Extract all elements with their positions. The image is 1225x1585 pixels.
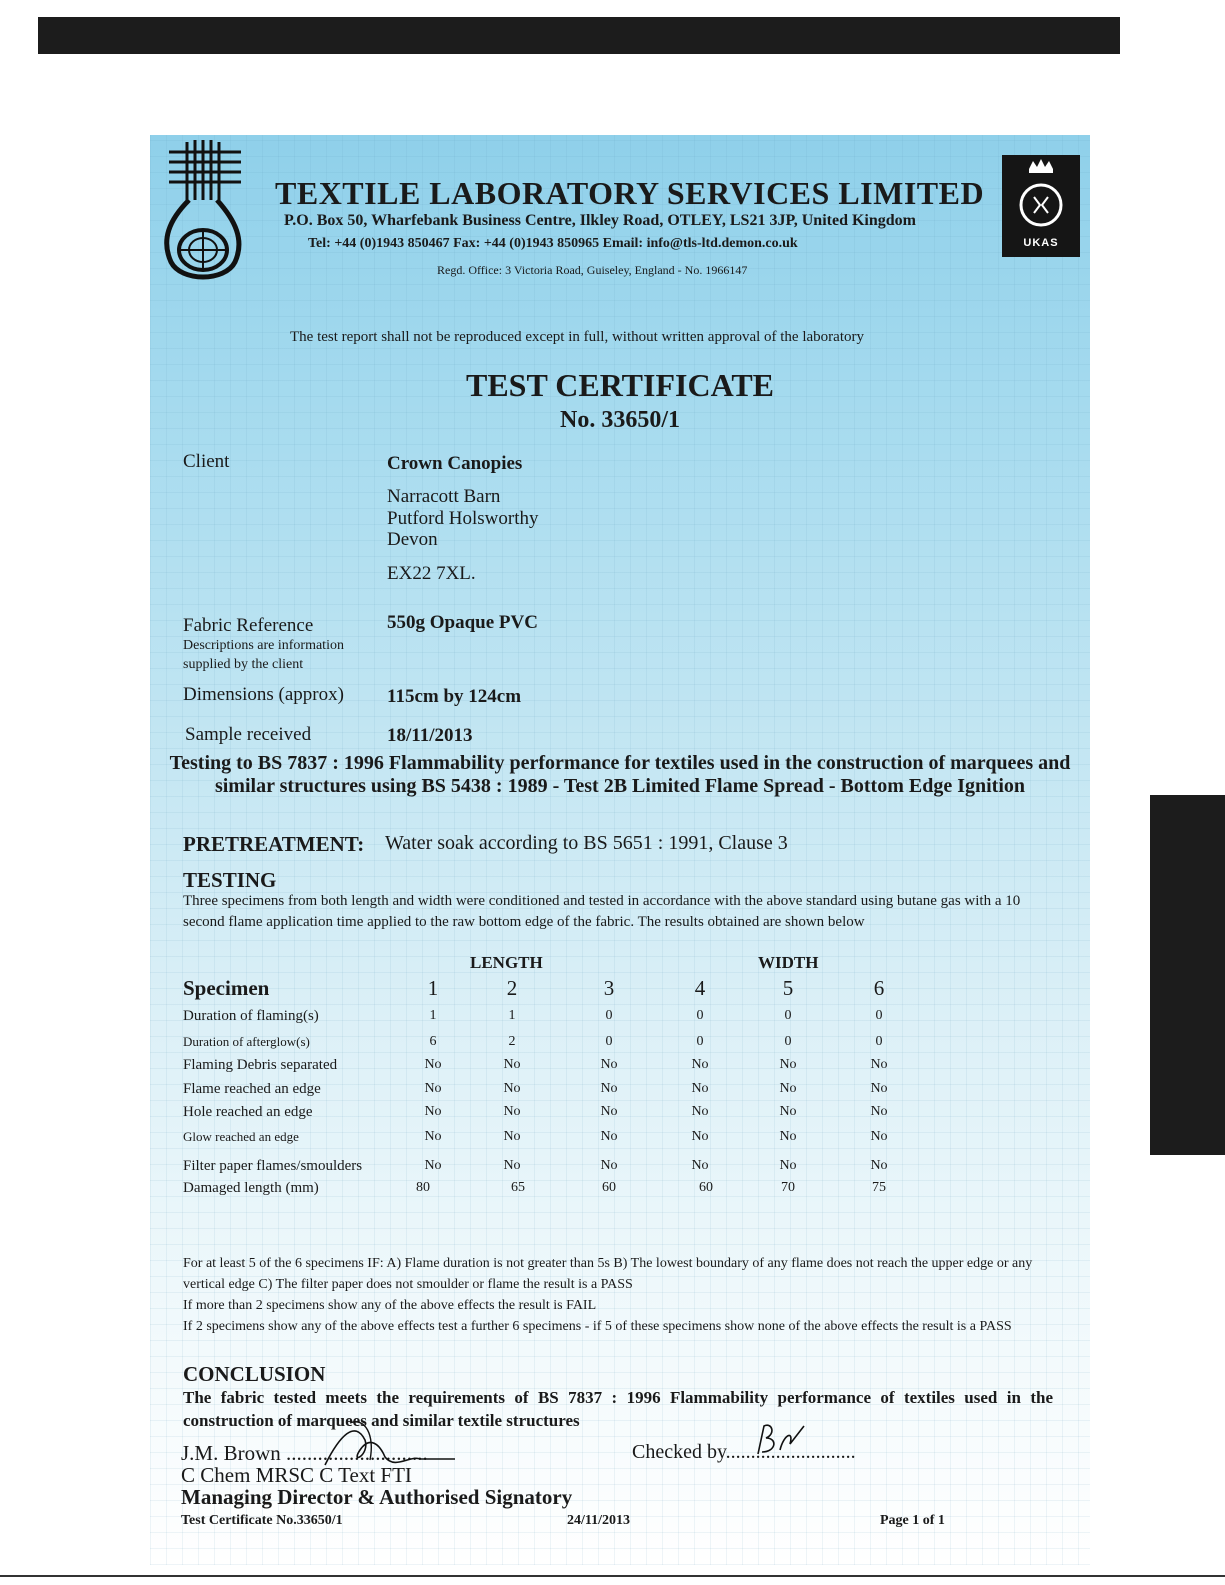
result-cell: 65	[511, 1180, 525, 1195]
client-address-line: Narracott Barn	[387, 486, 501, 507]
result-cell: No	[503, 1158, 521, 1173]
specimen-label: Specimen	[183, 976, 270, 1000]
bottom-rule	[0, 1575, 1225, 1577]
result-cell: No	[870, 1104, 888, 1119]
conclusion-heading: CONCLUSION	[183, 1362, 326, 1386]
result-cell: 1	[429, 1008, 437, 1023]
fail-criteria: If more than 2 specimens show any of the above effects the result is FAIL	[183, 1298, 597, 1313]
ukas-label: UKAS	[1023, 237, 1059, 249]
result-cell: No	[779, 1104, 797, 1119]
result-cell: No	[503, 1129, 521, 1144]
company-contact: Tel: +44 (0)1943 850467 Fax: +44 (0)1943 850965 Email: info@tls-ltd.demon.co.uk	[308, 236, 798, 251]
result-cell: 75	[872, 1180, 886, 1195]
crown-icon	[1002, 155, 1080, 235]
client-name: Crown Canopies	[387, 453, 523, 474]
fabric-reference-value: 550g Opaque PVC	[387, 612, 538, 633]
signatory-role: Managing Director & Authorised Signatory	[181, 1485, 573, 1509]
dimensions-value: 115cm by 124cm	[387, 686, 522, 707]
client-label: Client	[183, 451, 230, 472]
result-row-label: Flame reached an edge	[183, 1081, 321, 1097]
result-cell: No	[779, 1081, 797, 1096]
result-cell: 0	[784, 1008, 792, 1023]
specimen-number: 3	[603, 976, 615, 1000]
sample-received-value: 18/11/2013	[387, 725, 473, 746]
result-cell: No	[503, 1104, 521, 1119]
testing-description: Three specimens from both length and width were conditioned and tested in accordance with the above standard using butane gas with a 10 second flame application time applied to the raw bottom edge of the fabric. The results obtained are shown below	[183, 893, 1021, 930]
signature-checker-icon	[750, 1420, 810, 1460]
pretreatment-value: Water soak according to BS 5651 : 1991, Clause 3	[385, 832, 788, 854]
specimen-number: 2	[506, 976, 518, 1000]
result-cell: No	[503, 1081, 521, 1096]
side-black-tab	[1150, 795, 1225, 1155]
footer-date: 24/11/2013	[567, 1513, 631, 1528]
result-cell: 0	[875, 1034, 883, 1049]
dimensions-label: Dimensions (approx)	[183, 684, 344, 705]
result-cell: No	[691, 1081, 709, 1096]
result-cell: 0	[784, 1034, 792, 1049]
result-cell: No	[870, 1081, 888, 1096]
result-row-label: Damaged length (mm)	[183, 1180, 319, 1196]
footer-page: Page 1 of 1	[880, 1513, 945, 1528]
specimen-number: 4	[694, 976, 706, 1000]
result-cell: 2	[508, 1034, 516, 1049]
client-address-line: Putford Holsworthy	[387, 508, 539, 529]
result-row-label: Glow reached an edge	[183, 1129, 299, 1144]
checked-by: Checked by..........................	[632, 1441, 856, 1463]
test-certificate-document	[150, 135, 1090, 1565]
result-cell: No	[691, 1129, 709, 1144]
result-cell: No	[600, 1081, 618, 1096]
result-row-label: Duration of afterglow(s)	[183, 1034, 310, 1049]
result-cell: 60	[602, 1180, 616, 1195]
result-cell: 0	[875, 1008, 883, 1023]
pass-criteria: For at least 5 of the 6 specimens IF: A) Flame duration is not greater than 5s B) The lowest boundary of any flame does not reach the upper edge or any vertical edge C) The filter paper does not smoulder or flame the result is a PASS	[183, 1256, 1033, 1292]
registered-office: Regd. Office: 3 Victoria Road, Guiseley, England - No. 1966147	[437, 263, 748, 277]
result-cell: 0	[605, 1008, 613, 1023]
testing-standard: Testing to BS 7837 : 1996 Flammability performance for textiles used in the construction of marquees and similar structures using BS 5438 : 1989 - Test 2B Limited Flame Spread - Bottom Edge Ignition	[169, 752, 1071, 797]
tls-logo-icon	[159, 140, 249, 282]
result-cell: 60	[699, 1180, 713, 1195]
result-cell: No	[424, 1158, 442, 1173]
retest-criteria: If 2 specimens show any of the above effects test a further 6 specimens - if 5 of these specimens show none of the above effects the result is a PASS	[183, 1319, 1012, 1334]
result-cell: 1	[508, 1008, 516, 1023]
signatory-qualifications: C Chem MRSC C Text FTI	[181, 1463, 412, 1487]
client-postcode: EX22 7XL.	[387, 563, 476, 584]
result-cell: No	[424, 1081, 442, 1096]
result-cell: 6	[429, 1034, 437, 1049]
certificate-title: TEST CERTIFICATE	[465, 367, 774, 403]
reproduction-note: The test report shall not be reproduced except in full, without written approval of the laboratory	[290, 329, 864, 345]
result-cell: No	[691, 1158, 709, 1173]
result-cell: No	[691, 1104, 709, 1119]
result-cell: No	[424, 1129, 442, 1144]
result-cell: 80	[416, 1180, 430, 1195]
certificate-number: No. 33650/1	[560, 407, 680, 433]
result-row-label: Duration of flaming(s)	[183, 1008, 319, 1024]
result-cell: No	[424, 1104, 442, 1119]
result-cell: No	[600, 1057, 618, 1072]
testing-heading: TESTING	[183, 868, 277, 892]
result-cell: No	[870, 1129, 888, 1144]
client-address-line: Devon	[387, 529, 438, 550]
specimen-number: 5	[782, 976, 794, 1000]
company-name: TEXTILE LABORATORY SERVICES LIMITED	[275, 175, 985, 211]
result-cell: No	[779, 1129, 797, 1144]
fabric-sublabel: supplied by the client	[183, 657, 304, 672]
specimen-number: 6	[873, 976, 885, 1000]
sample-received-label: Sample received	[185, 724, 312, 745]
result-cell: No	[600, 1129, 618, 1144]
width-group-header: WIDTH	[758, 953, 819, 972]
specimen-number: 1	[427, 976, 439, 1000]
length-group-header: LENGTH	[470, 953, 543, 972]
result-cell: No	[691, 1057, 709, 1072]
top-black-bar	[38, 17, 1120, 54]
result-cell: No	[600, 1104, 618, 1119]
result-cell: No	[870, 1057, 888, 1072]
company-address: P.O. Box 50, Wharfebank Business Centre, Ilkley Road, OTLEY, LS21 3JP, United Kingdom	[284, 212, 916, 229]
result-cell: No	[424, 1057, 442, 1072]
ukas-accreditation-logo	[1002, 155, 1080, 257]
result-cell: 0	[696, 1034, 704, 1049]
result-cell: 0	[696, 1008, 704, 1023]
result-cell: 70	[781, 1180, 795, 1195]
result-row-label: Flaming Debris separated	[183, 1057, 338, 1073]
fabric-reference-label: Fabric Reference	[183, 615, 314, 636]
result-cell: 0	[605, 1034, 613, 1049]
result-row-label: Hole reached an edge	[183, 1104, 313, 1120]
result-cell: No	[779, 1057, 797, 1072]
conclusion-text: The fabric tested meets the requirements of BS 7837 : 1996 Flammability performance of textiles used in the construction of marquees and similar textile structures	[183, 1388, 1053, 1430]
result-cell: No	[503, 1057, 521, 1072]
fabric-sublabel: Descriptions are information	[183, 638, 344, 653]
result-cell: No	[870, 1158, 888, 1173]
result-cell: No	[600, 1158, 618, 1173]
signatory-name: J.M. Brown ...........................	[181, 1441, 428, 1465]
result-row-label: Filter paper flames/smoulders	[183, 1158, 363, 1174]
result-cell: No	[779, 1158, 797, 1173]
pretreatment-label: PRETREATMENT:	[183, 832, 365, 856]
footer-certificate-ref: Test Certificate No.33650/1	[181, 1513, 343, 1528]
